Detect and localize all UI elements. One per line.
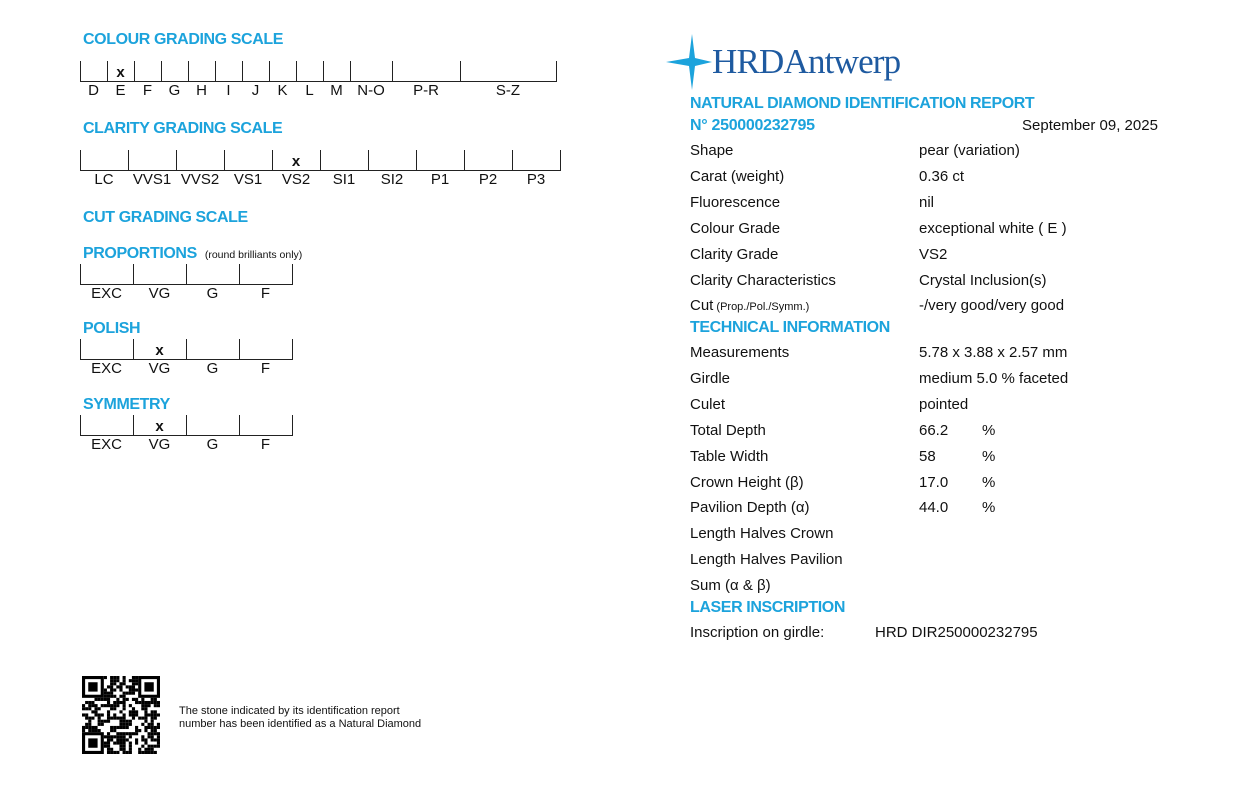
scale-tick — [186, 415, 187, 436]
scale-grade-label: H — [196, 82, 207, 99]
identification-note: The stone indicated by its identification report number has been identified as a Natural Diamond — [179, 705, 422, 730]
scale-grade-label: G — [206, 285, 219, 302]
logo-wordmark: HRDAntwerp — [712, 42, 901, 81]
detail-value: Crystal Inclusion(s) — [919, 271, 1047, 289]
scale-grade-label: EXC — [91, 436, 122, 453]
selected-grade-mark: x — [291, 153, 301, 170]
detail-label: Table Width — [690, 447, 769, 465]
scale-tick — [323, 61, 324, 82]
scale-grade-label: P2 — [478, 171, 498, 188]
scale-tick — [392, 61, 393, 82]
scale-grade-label: LC — [94, 171, 114, 188]
scale-grade-label: VS2 — [281, 171, 311, 188]
detail-label: Colour Grade — [690, 219, 781, 237]
scale-tick — [161, 61, 162, 82]
report-title: NATURAL DIAMOND IDENTIFICATION REPORT — [690, 95, 1035, 112]
scale-tick — [556, 61, 557, 82]
scale-grade-label: VVS2 — [180, 171, 220, 188]
detail-label: Carat (weight) — [690, 167, 785, 185]
scale-tick — [292, 415, 293, 436]
scale-grade-label: F — [260, 436, 271, 453]
scale-grade-label: J — [251, 82, 260, 99]
scale-tick — [368, 150, 369, 171]
scale-tick — [215, 61, 216, 82]
selected-grade-mark: x — [116, 64, 125, 81]
detail-label: Girdle — [690, 369, 731, 387]
scale-tick — [239, 264, 240, 285]
qr-code-image — [82, 676, 160, 754]
scale-grade-label: VVS1 — [132, 171, 172, 188]
scale-grade-label: D — [88, 82, 99, 99]
scale-tick — [350, 61, 351, 82]
detail-label: Measurements — [690, 344, 790, 361]
scale-grade-label: G — [206, 436, 219, 453]
cut-scale-title: CUT GRADING SCALE — [83, 209, 248, 226]
detail-label: Length Halves Pavilion — [690, 551, 843, 569]
scale-grade-label: SI2 — [380, 171, 404, 188]
selected-grade-mark: x — [155, 342, 164, 359]
scale-grade-label: P1 — [430, 171, 450, 188]
scale-tick — [320, 150, 321, 171]
detail-label: Culet — [690, 395, 726, 413]
detail-unit: % — [982, 447, 996, 465]
scale-grade-label: M — [330, 82, 343, 99]
scale-grade-label: EXC — [91, 360, 122, 377]
scale-grade-label: G — [168, 82, 181, 99]
detail-label: Clarity Grade — [690, 245, 779, 263]
selected-grade-mark: x — [155, 418, 164, 435]
scale-tick — [176, 150, 177, 171]
scale-tick — [512, 150, 513, 171]
scale-tick — [80, 150, 81, 171]
scale-tick — [224, 150, 225, 171]
detail-value: 58 — [919, 447, 936, 465]
scale-grade-label: I — [226, 82, 231, 99]
scale-tick — [296, 61, 297, 82]
scale-grade-label: EXC — [91, 285, 122, 302]
scale-tick — [80, 339, 81, 360]
scale-tick — [416, 150, 417, 171]
scale-tick — [460, 61, 461, 82]
scale-tick — [128, 150, 129, 171]
detail-unit: % — [982, 421, 996, 439]
detail-unit: % — [982, 499, 996, 517]
report-date: September 09, 2025 — [1022, 117, 1158, 134]
proportions-label: PROPORTIONS — [83, 245, 197, 262]
detail-value: 17.0 — [919, 473, 949, 491]
detail-value: 0.36 ct — [919, 167, 965, 185]
scale-tick — [186, 339, 187, 360]
detail-value: 66.2 — [919, 421, 949, 439]
scale-grade-label: VG — [148, 285, 171, 302]
detail-value: pear (variation) — [919, 142, 1020, 159]
detail-label: Total Depth — [690, 421, 766, 439]
detail-label: Clarity Characteristics — [690, 271, 836, 289]
colour-scale-title: COLOUR GRADING SCALE — [83, 31, 284, 48]
clarity-scale-title: CLARITY GRADING SCALE — [83, 120, 283, 137]
detail-label: Cut (Prop./Pol./Symm.) — [690, 297, 810, 315]
proportions-title — [83, 246, 302, 262]
inscription-label: Inscription on girdle: — [690, 624, 825, 641]
detail-unit: % — [982, 473, 996, 491]
detail-value: pointed — [919, 395, 969, 413]
scale-grade-label: F — [142, 82, 153, 99]
detail-value: nil — [919, 193, 935, 211]
scale-grade-label: F — [260, 360, 271, 377]
detail-value: -/very good/very good — [919, 297, 1065, 315]
scale-tick — [188, 61, 189, 82]
polish-title: POLISH — [83, 320, 141, 337]
scale-grade-label: E — [115, 82, 126, 99]
detail-label-note: (Prop./Pol./Symm.) — [713, 301, 810, 314]
detail-value: VS2 — [919, 245, 948, 263]
detail-label: Shape — [690, 142, 734, 159]
star-sparkle-icon — [666, 34, 712, 90]
scale-tick — [80, 264, 81, 285]
scale-tick — [134, 61, 135, 82]
detail-label: Sum (α & β) — [690, 577, 771, 595]
scale-tick — [186, 264, 187, 285]
detail-value: 5.78 x 3.88 x 2.57 mm — [919, 344, 1068, 361]
scale-tick — [292, 264, 293, 285]
scale-tick — [80, 415, 81, 436]
scale-grade-label: G — [206, 360, 219, 377]
scale-tick — [239, 415, 240, 436]
scale-grade-label: N-O — [357, 82, 385, 99]
scale-tick — [80, 61, 81, 82]
proportions-note: (round brilliants only) — [204, 249, 303, 261]
laser-inscription-title: LASER INSCRIPTION — [690, 599, 845, 616]
scale-grade-label: P-R — [413, 82, 439, 99]
scale-tick — [560, 150, 561, 171]
scale-grade-label: P3 — [526, 171, 546, 188]
scale-tick — [133, 264, 134, 285]
detail-label: Pavilion Depth (α) — [690, 499, 810, 517]
scale-grade-label: VS1 — [233, 171, 263, 188]
detail-label: Fluorescence — [690, 193, 781, 211]
scale-tick — [242, 61, 243, 82]
scale-grade-label: F — [260, 285, 271, 302]
scale-tick — [239, 339, 240, 360]
scale-grade-label: L — [305, 82, 314, 99]
technical-info-title: TECHNICAL INFORMATION — [690, 319, 890, 336]
detail-value: exceptional white ( E ) — [919, 219, 1067, 237]
inscription-value: HRD DIR250000232795 — [875, 624, 1038, 641]
hrd-antwerp-logo — [666, 34, 926, 94]
scale-grade-label: VG — [148, 360, 171, 377]
symmetry-title: SYMMETRY — [83, 396, 170, 413]
scale-grade-label: SI1 — [332, 171, 356, 188]
detail-label: Length Halves Crown — [690, 525, 834, 543]
detail-label: Crown Height (β) — [690, 473, 804, 491]
scale-tick — [292, 339, 293, 360]
scale-grade-label: K — [277, 82, 288, 99]
scale-tick — [464, 150, 465, 171]
report-number: N° 250000232795 — [690, 117, 815, 134]
scale-tick — [269, 61, 270, 82]
scale-grade-label: VG — [148, 436, 171, 453]
detail-value: 44.0 — [919, 499, 949, 517]
scale-grade-label: S-Z — [495, 82, 521, 99]
detail-value: medium 5.0 % faceted — [919, 369, 1069, 387]
